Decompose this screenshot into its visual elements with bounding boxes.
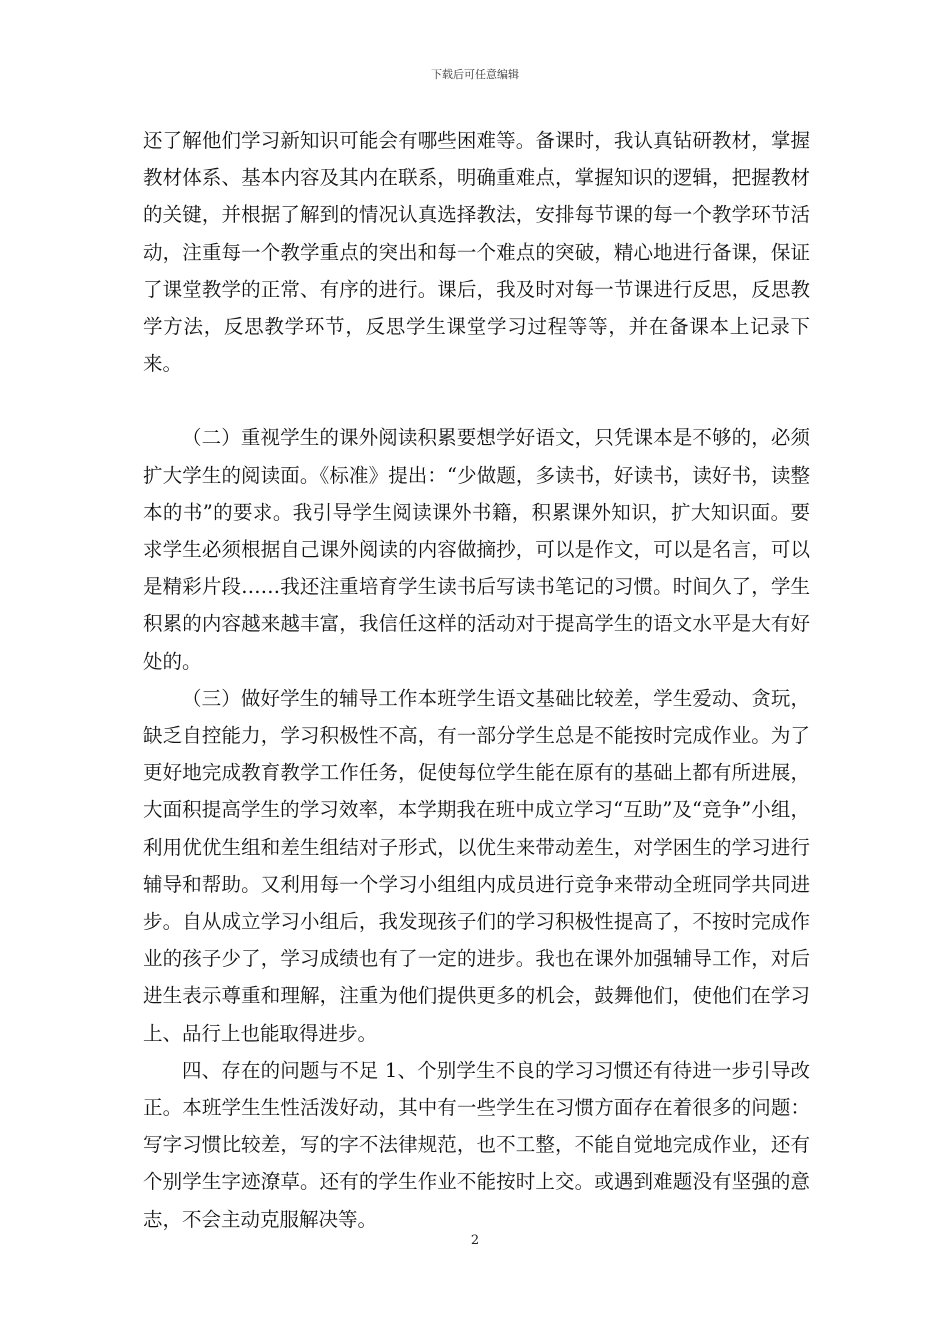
paragraph-student-tutoring: （三）做好学生的辅导工作本班学生语文基础比较差，学生爱动、贪玩，缺乏自控能力，学习积极性不高，有一部分学生总是不能按时完成作业。为了更好地完成教育教学工作任务，促使每位学生能在原有的基础上都有所进展，大面积提高学生的学习效率，本学期我在班中成立学习“互助”及“竞争”小组，利用优优生组和差生组结对子形式，以优生来带动差生，对学困生的学习进行辅导和帮助。又利用每一个学习小组组内成员进行竞争来带动全班同学共同进步。自从成立学习小组后，我发现孩子们的学习积极性提高了，不按时完成作业的孩子少了，学习成绩也有了一定的进步。我也在课外加强辅导工作，对后进生表示尊重和理解，注重为他们提供更多的机会，鼓舞他们，使他们在学习上、品行上也能取得进步。	[143, 686, 810, 1045]
page-header: 下载后可任意编辑	[431, 68, 519, 81]
document-body	[143, 122, 810, 1238]
paragraph-lesson-prep: 还了解他们学习新知识可能会有哪些困难等。备课时，我认真钻研教材，掌握教材体系、基本内容及其内在联系，明确重难点，掌握知识的逻辑，把握教材的关键，并根据了解到的情况认真选择教法，安排每节课的每一个教学环节活动，注重每一个教学重点的突出和每一个难点的突破，精心地进行备课，保证了课堂教学的正常、有序的进行。课后，我及时对每一节课进行反思，反思教学方法，反思教学环节，反思学生课堂学习过程等等，并在备课本上记录下来。	[143, 129, 810, 376]
paragraph-problems: 四、存在的问题与不足 1、个别学生不良的学习习惯还有待进一步引导改正。本班学生生性活泼好动，其中有一些学生在习惯方面存在着很多的问题：写字习惯比较差，写的字不法律规范，也不工整，不能自觉地完成作业，还有个别学生字迹潦草。还有的学生作业不能按时上交。或遇到难题没有坚强的意志，不会主动克服解决等。	[143, 1058, 810, 1231]
paragraph-extracurricular-reading: （二）重视学生的课外阅读积累要想学好语文，只凭课本是不够的，必须扩大学生的阅读面。《标准》提出：“少做题，多读书，好读书，读好书，读整本的书”的要求。我引导学生阅读课外书籍，积累课外知识，扩大知识面。要求学生必须根据自己课外阅读的内容做摘抄，可以是作文，可以是名言，可以是精彩片段……我还注重培育学生读书后写读书笔记的习惯。时间久了，学生积累的内容越来越丰富，我信任这样的活动对于提高学生的语文水平是大有好处的。	[143, 426, 810, 673]
page-number: 2	[470, 1233, 480, 1248]
